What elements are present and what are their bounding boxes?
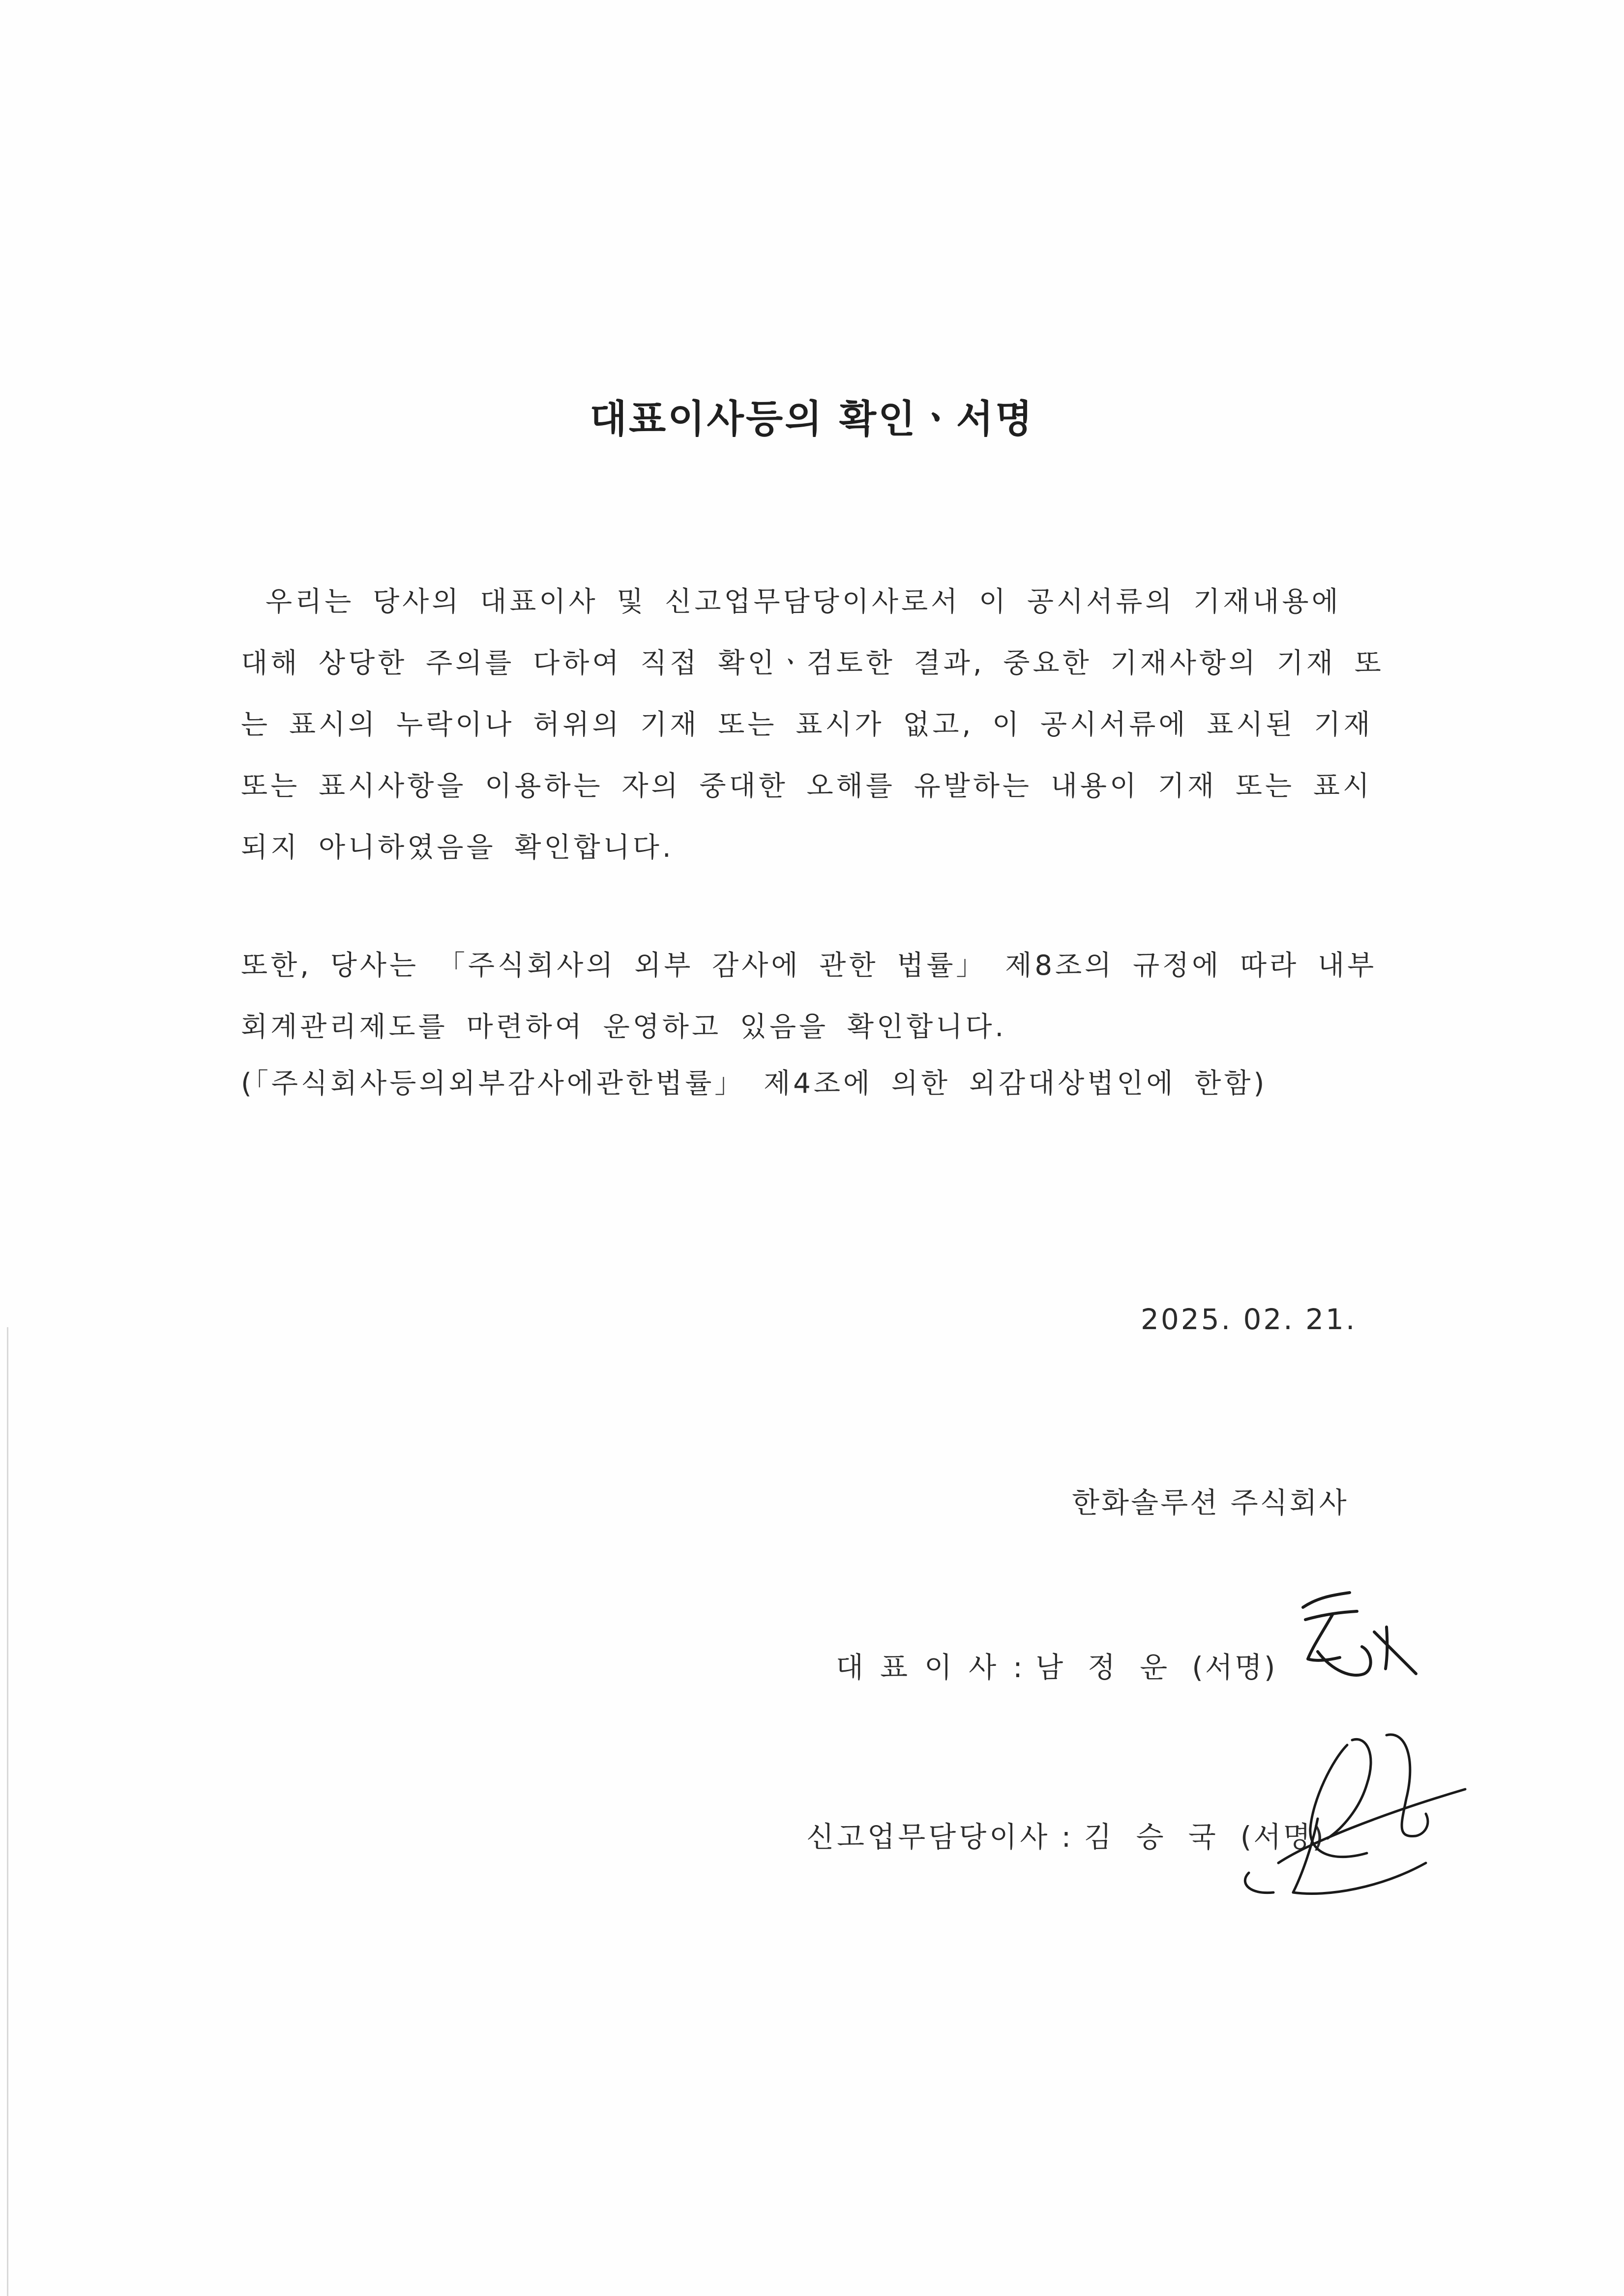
reporting-director-signature: [1219, 1715, 1475, 1902]
ceo-signature: [1259, 1573, 1436, 1701]
signer-separator: :: [1013, 1651, 1025, 1684]
paragraph-1-line-3: 는 표시의 누락이나 허위의 기재 또는 표시가 없고, 이 공시서류에 표시된 기재: [241, 709, 1373, 741]
paragraph-1-line-1: 우리는 당사의 대표이사 및 신고업무담당이사로서 이 공시서류의 기재내용에: [266, 586, 1341, 618]
document-title: 대표이사등의 확인ㆍ서명: [590, 397, 1034, 441]
scan-edge-shadow: [7, 1327, 8, 2296]
company-name: 한화솔루션 주식회사: [1072, 1486, 1349, 1519]
paragraph-1-line-2: 대해 상당한 주의를 다하여 직접 확인ㆍ검토한 결과, 중요한 기재사항의 기재 또: [241, 647, 1384, 679]
sign-note: (서명): [1192, 1651, 1277, 1684]
signer-name: 남정운: [1035, 1651, 1192, 1684]
signer-row-ceo: [836, 1644, 1277, 1686]
document-date: 2025. 02. 21.: [1141, 1303, 1357, 1336]
signer-role: 대표이사: [836, 1651, 1013, 1684]
sign-note: (서명): [1240, 1820, 1326, 1854]
signer-separator: :: [1061, 1820, 1073, 1854]
paragraph-2-note: (「주식회사등의외부감사에관한법률」 제4조에 의한 외감대상법인에 한함): [241, 1068, 1268, 1100]
signer-name: 김승국: [1084, 1820, 1240, 1854]
paragraph-2-line-2: 회계관리제도를 마련하여 운영하고 있음을 확인합니다.: [241, 1011, 1007, 1043]
paragraph-1-line-5: 되지 아니하였음을 확인합니다.: [241, 832, 674, 864]
paragraph-1-line-4: 또는 표시사항을 이용하는 자의 중대한 오해를 유발하는 내용이 기재 또는 표시: [241, 770, 1373, 802]
signer-role: 신고업무담당이사: [806, 1820, 1051, 1854]
paragraph-2-line-1: 또한, 당사는 「주식회사의 외부 감사에 관한 법률」 제8조의 규정에 따라 내부: [241, 950, 1377, 982]
